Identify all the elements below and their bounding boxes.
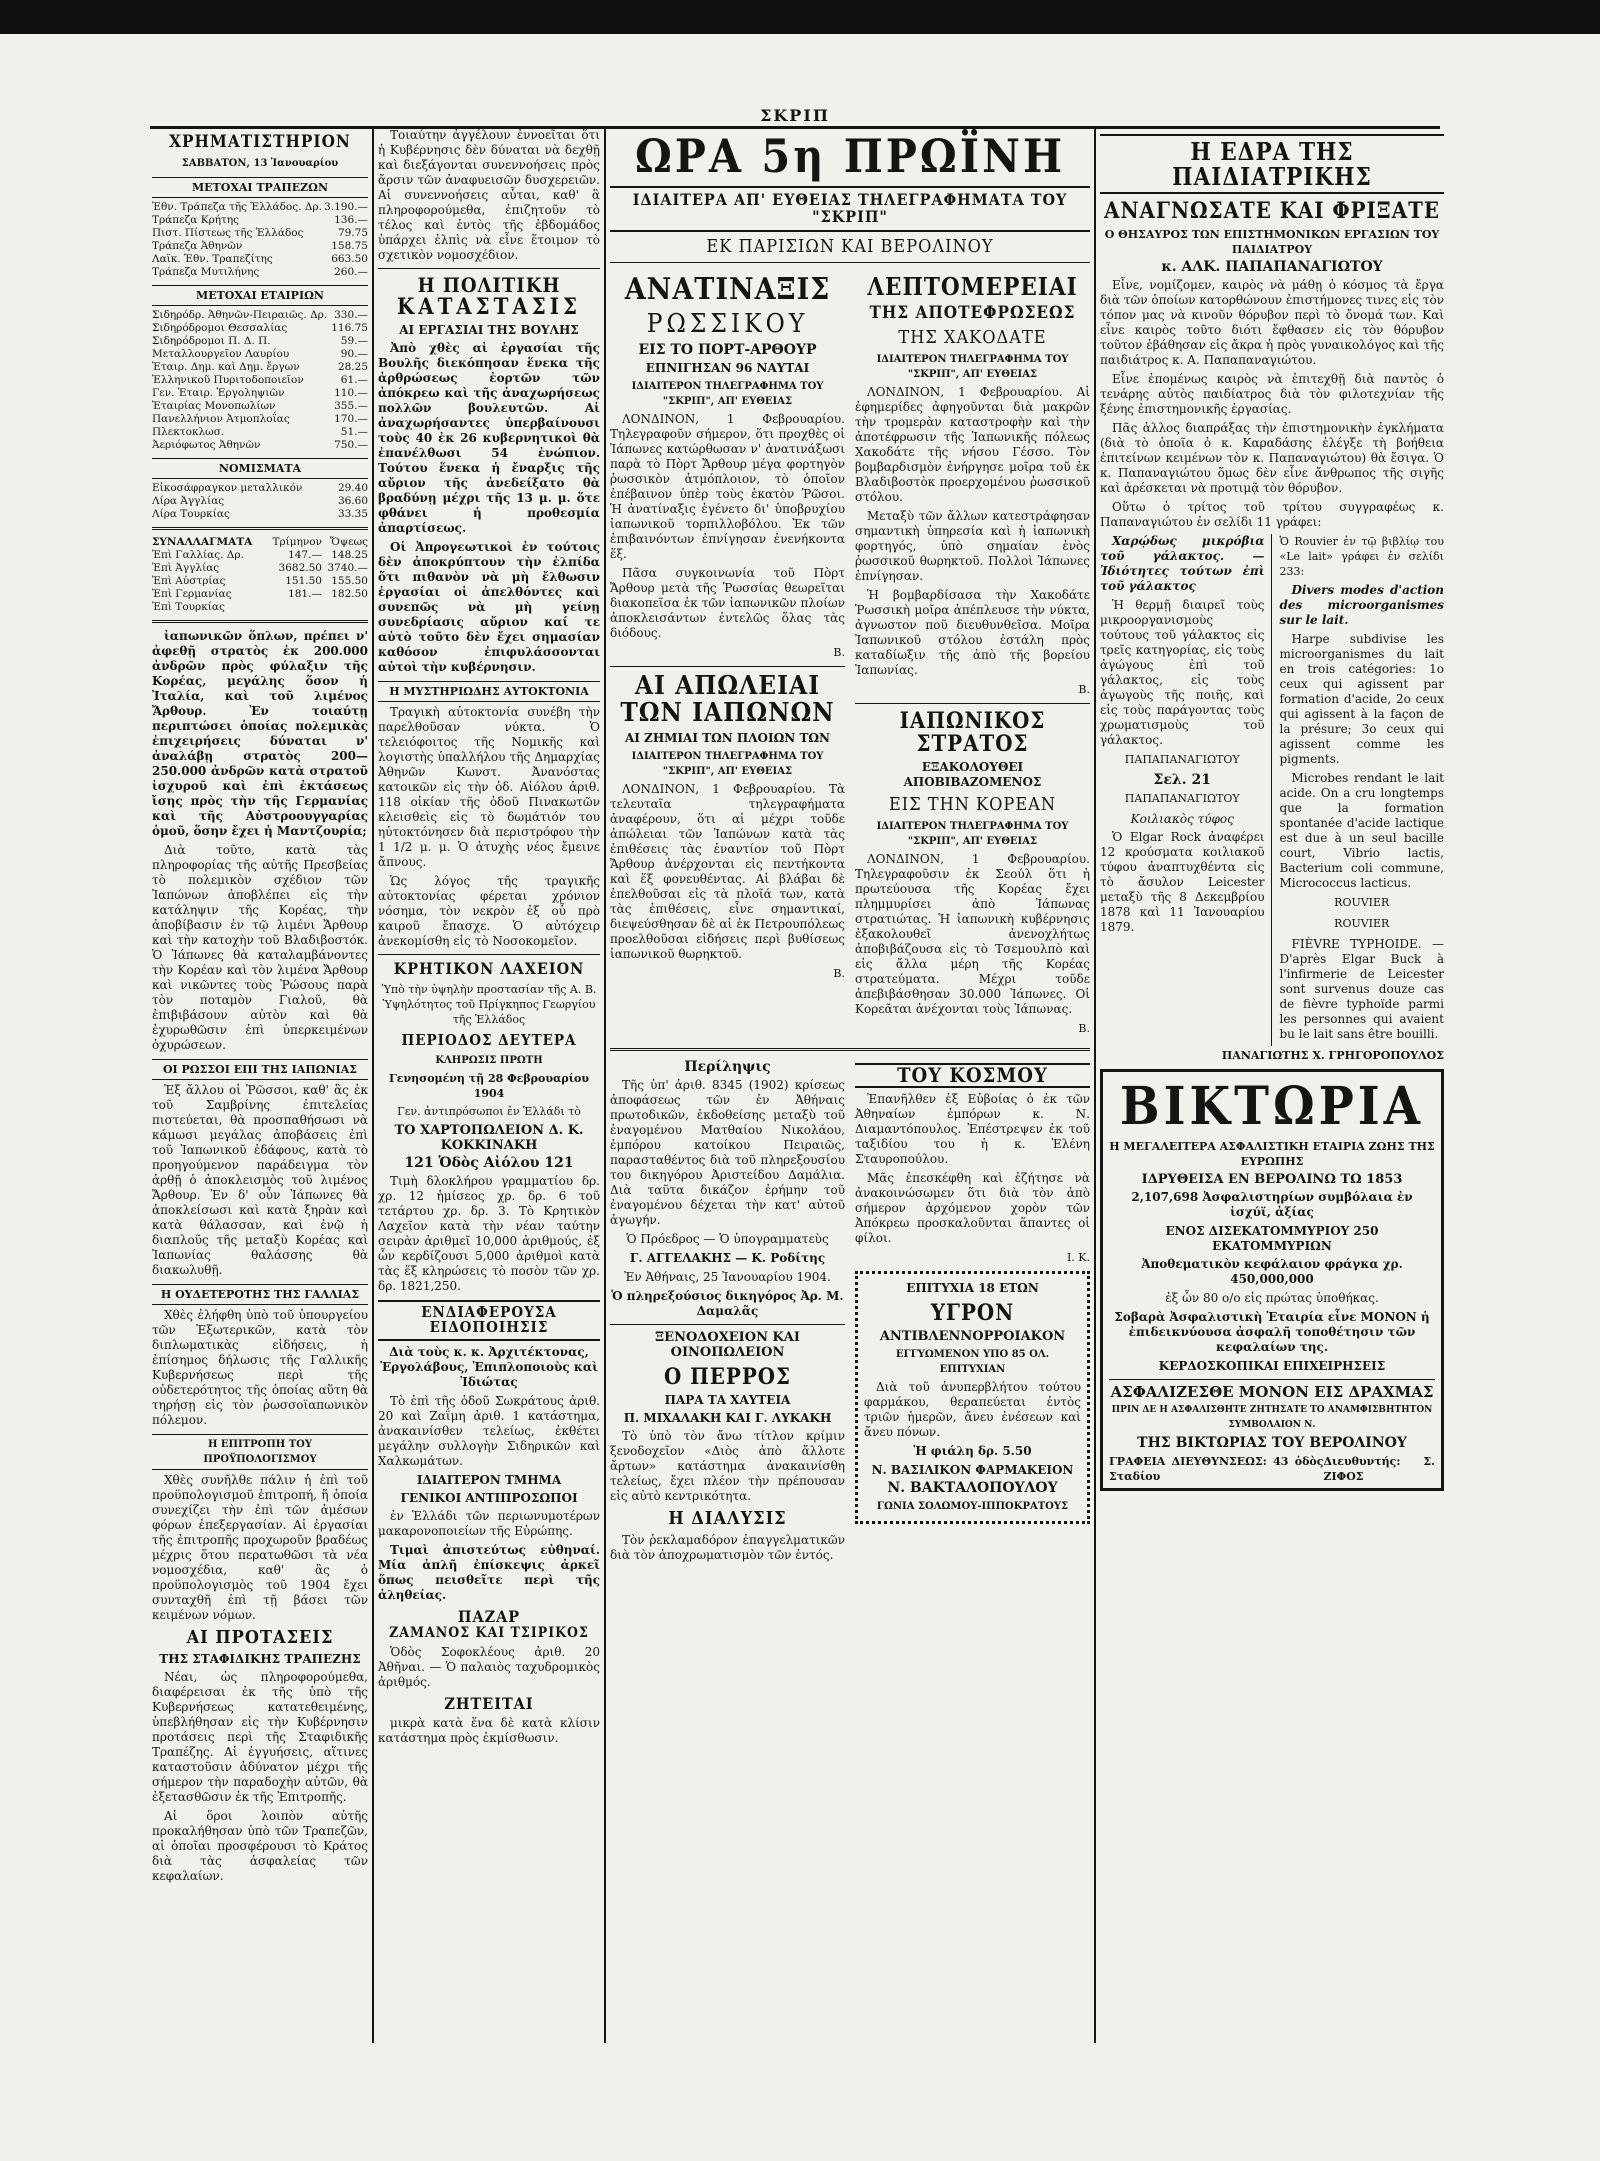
quote-author: ROUVIER [1334,896,1390,910]
signature: Β. [833,967,845,981]
lead-paragraph: ἰαπωνικῶν ὅπλων, πρέπει ν' ἀφεθῇ στρατὸς ἐκ 200.000 ἀνδρῶν πρὸς φύλαξιν τῆς Κορέας, μεγάλης ὅσον ἡ Ἰταλία, καὶ τοῦ λιμένος Ἄρθουρ. Ἐν τοιαύτῃ περιπτώσει ὁποίας πολεμικὰς ἐπιχειρήσεις δύναται ν' ἀναλάβῃ στρατὸς 200—250.000 ἀνδρῶν κατὰ στρατοῦ ἰσχυροῦ καὶ ἐπὶ ἐκτάσεως ἴσης πρὸς τὴν τῆς Γερμανίας καὶ τῆς Αὐστροουγγαρίας ὁμοῦ, ὅσην ἔχει ἡ Μαντζουρία; [152,628,368,838]
divider [855,703,1090,704]
bazaar-address: Ὁδὸς Σοφοκλέους ἀριθ. 20 Ἀθῆναι. — Ὁ παλαιὸς ταχυδρομικὸς ἀριθμός. [378,1644,600,1689]
article-paragraph: Τῆς ὑπ' ἀριθ. 8345 (1902) κρίσεως ἀποφάσεως τῶν ἐν Ἀθήναις πρωτοδικῶν, ἐκδοθείσης μεταξὺ τοῦ ἐναγομένου Ματθαίου Νικολάου, ἐμπόρου κατοίκου Πειραιῶς, παρασταθέντος διὰ τοῦ πληρεξουσίου του δικηγόρου Ἀριστείδου Δαμάλια. Διὰ ταῦτα δικάζον ἐρήμην τοῦ ἐναγομένου δέχεται τὴν κατ' αὐτοῦ ἀγωγήν. [610,1077,845,1227]
ad-pharmacy: Ν. ΒΑΣΙΛΙΚΟΝ ΦΑΡΜΑΚΕΙΟΝ [871,1462,1074,1477]
market-name: Τράπεζα Ἀθηνῶν [152,239,243,252]
market-name: Ἐπὶ Αὐστρίας [152,574,226,587]
society-and-ads [855,1057,1090,1567]
heading-bazaar: ΠΑΖΑΡ [457,1607,521,1627]
telegram-hakodate [855,268,1090,1042]
divider [378,268,600,269]
market-name: Λίρα Ἀγγλίας [152,494,225,507]
divider [1109,1379,1435,1380]
article-paragraph: Ἐξ ἄλλου οἱ Ῥῶσσοι, καθ' ἃς ἐκ τοῦ Σαμβρίνης ἐπιτελείας πιστεύεται, θὰ προσπαθήσωσι νὰ κάμωσι μεγάλας ἀποβάσεις ἐπὶ τοῦ Ἰαπωνικοῦ ἐδάφους, κατὰ τὸ προηγούμενον παράδειγμα τὸν ἀρθῇ ὁ ἀποκλεισμὸς τοῦ λιμένος Ἄρθουρ. Ἐν δ' οὖν Ἰάπωνες θὰ ἀποκλείσωσι καὶ κατὰ ξηρὰν καὶ κατὰ θάλασσαν, καὶ ἐνῷ ἡ διαπλοῦς τῆς μεταξὺ Κορέας καὶ Ἰαπωνίας θαλάσσης θὰ διακωλυθῇ. [152,1082,368,1277]
court-names: Γ. ΑΓΓΕΛΑΚΗΣ — Κ. Ροδίτης [629,1250,826,1265]
ad-guarantee: ΕΓΓΥΩΜΕΝΟΝ ΥΠΟ 85 ΟΛ. ΕΠΙΤΥΧΙΑΝ [895,1348,1050,1375]
market-row [152,413,368,426]
quote-text: FIÈVRE TYPHOIDE. — D'après Elgar Buck à l'infirmerie de Leicester sont survenus douze cas de fièvre typhoïde parmi les personnes qui avaient bu le lait sans être bouilli. [1279,937,1444,1042]
telegram-credit: ΙΔΙΑΙΤΕΡΟΝ ΤΗΛΕΓΡΑΦΗΜΑ ΤΟΥ "ΣΚΡΙΠ", ΑΠ' ΕΥΘΕΙΑΣ [876,820,1069,847]
market-value: 79.75 [337,226,368,239]
article-paragraph: Ἐπανῆλθεν ἐξ Εὐβοίας ὁ ἐκ τῶν Ἀθηναίων ἐμπόρων κ. Ν. Διαμαντόπουλος. Ἐπέστρεψεν ἐκ τοῦ ταξιδίου του ἡ κ. Ἐλένη Σταυροπούλου. [855,1091,1090,1166]
article-paragraph: Τὸ ἐπὶ τῆς ὁδοῦ Σωκράτους ἀριθ. 20 καὶ Ζαΐμη ἀριθ. 1 κατάστημα, ἀνακαινίσθεν τελείως, ἐκθέτει μεγάλην συλλογὴν Σιδηρικῶν καὶ Χαλκωμάτων. [378,1394,600,1469]
market-row [152,214,368,227]
market-row [152,495,368,508]
market-value: 28.25 [337,360,368,373]
article-paragraph: Εἶνε ἐπομένως καιρὸς νὰ ἐπιτεχθῇ διὰ παντὸς ὁ τενάρης αὐτὸς παιδίατρος διὰ τὸν φιλοτεχνίαν τῆς ξένης ἐπιστημονικῆς ἐργασίας. [1100,372,1444,417]
companies-table [152,309,368,452]
divider [610,262,1090,263]
heading-department: ΙΔΙΑΙΤΕΡΟΝ ΤΜΗΜΑ [416,1473,562,1488]
market-row [152,482,368,495]
notice-date: Ἐν Ἀθήναις, 25 Ἰανουαρίου 1904. [624,1269,831,1284]
market-row [152,549,368,562]
coins-table [152,482,368,521]
heading-stationery: ΤΟ ΧΑΡΤΟΠΩΛΕΙΟΝ Δ. Κ. ΚΟΚΚΙΝΑΚΗ [394,1122,584,1153]
heading-notice: ΕΝΔΙΑΦΕΡΟΥΣΑ ΕΙΔΟΠΟΙΗΣΙΣ [378,1300,600,1342]
scan-top-edge [0,0,1600,34]
heading-from: ΕΚ ΠΑΡΙΣΙΩΝ ΚΑΙ ΒΕΡΟΛΙΝΟΥ [706,235,994,257]
divider [378,954,600,955]
ad-office: ΓΡΑΦΕΙΑ ΔΙΕΥΘΥΝΣΕΩΣ: 43 ὁδὸς Σταδίου [1109,1455,1324,1484]
divider [152,620,368,623]
telegram-explosion [610,268,845,1042]
market-row [152,309,368,322]
market-name: Ἐπὶ Ἀγγλίας [152,561,220,574]
market-name: Ἑλληνικοῦ Πυριτοδοποιεῖον [152,373,304,386]
telegram-credit: ΙΔΙΑΙΤΕΡΟΝ ΤΗΛΕΓΡΑΦΗΜΑ ΤΟΥ "ΣΚΡΙΠ", ΑΠ' ΕΥΘΕΙΑΣ [631,751,824,778]
stationery-address: 121 Ὁδὸς Αἰόλου 121 [404,1154,574,1171]
market-value: 33.35 [337,507,368,520]
notice-lawyer: Ὁ πληρεξούσιος δικηγόρος Ἀρ. Μ. Δαμαλᾶς [611,1288,844,1318]
article-author: ΠΑΝΑΓΙΩΤΗΣ Χ. ΓΡΗΓΟΡΟΠΟΥΛΟΣ [1221,1049,1444,1063]
ad-director: Διευθυντής: Σ. ΖΙΦΟΣ [1323,1455,1435,1484]
ad-liquid: ΥΓΡΟΝ [930,1299,1015,1326]
market-row [152,253,368,266]
quote-text: Ἡ θερμῇ διαιρεῖ τοὺς μικροοργανισμοὺς τούτους τοῦ γάλακτος εἰς τρεῖς κατηγορίας, εἰς τοὺς ἀγώγους ἐπὶ τοῦ γάλακτος, εἰς τοὺς ἀγωγοὺς τῆς ποιῆς, καὶ εἰς τοὺς παράγοντας τοὺς χρωματισμοὺς τοῦ γάλακτος. [1100,598,1265,748]
legal-notices [610,1057,845,1567]
article-paragraph: ΛΟΝΔΙΝΟΝ, 1 Φεβρουαρίου. Τηλεγραφοῦσιν ἐκ Σεούλ ὅτι ἡ πρωτεύουσα τῆς Κορέας ἔχει πλημμυρίσει ἀπὸ Ἰάπωνας στρατιώτας. Ἡ ἰαπωνικὴ κυβέρνησις ἐξακολουθεῖ ἀνενοχλήτως ἀποβιβάζουσα εἰς τὸ Τσεμουλπὸ καὶ εἰς ἄλλα μέρη τῆς Κορέας στρατεύματα. Μέχρι τοῦδε ἀπεβιβάσθησαν 30.000 Ἰάπωνες. Οἱ Κορεᾶται ἀνέχονται τοὺς Ἰάπωνας. [855,851,1090,1016]
quote-intro: Ὁ Rouvier ἐν τῷ βιβλίῳ του «Le lait» γράφει ἐν σελίδι 233: [1279,535,1444,579]
column-market [152,128,368,2043]
ad-insure: ΑΣΦΑΛΙΖΕΣΘΕ ΜΟΝΟΝ ΕΙΣ ΔΡΑΧΜΑΣ [1110,1383,1434,1402]
quote-heading: Divers modes d'action des microorganismes sur le lait. [1279,583,1444,628]
heading-russian: ΡΩΣΣΙΚΟΥ [646,309,809,340]
heading-bazaar-names: ΖΑΜΑΝΟΣ ΚΑΙ ΤΣΙΡΙΚΟΣ [389,1624,589,1641]
heading-pediatrics: Η ΕΔΡΑ ΤΗΣ ΠΑΙΔΙΑΤΡΙΚΗΣ [1100,134,1444,194]
column-rule [604,128,606,2043]
market-value: 750.— [334,438,368,451]
greek-quote [1100,534,1272,1046]
quote-author: ΠΑΠΑΠΑΝΑΓΙΩΤΟΥ [1124,792,1240,806]
heading-doctor: κ. ΑΛΚ. ΠΑΠΑΠΑΝΑΓΙΩΤΟΥ [1161,259,1383,276]
telegram-credit: ΙΔΙΑΙΤΕΡΟΝ ΤΗΛΕΓΡΑΦΗΜΑ ΤΟΥ "ΣΚΡΙΠ", ΑΠ' ΕΥΘΕΙΑΣ [631,380,824,407]
market-row [152,266,368,279]
market-name: Ἐθν. Τράπεζα τῆς Ἑλλάδος. Δρ. [152,200,322,213]
article-paragraph: Πᾶσα συγκοινωνία τοῦ Πὸρτ Ἄρθουρ μετὰ τῆς Ῥωσσίας θεωρεῖται διακοπεῖσα ἐκ τῶν ἰαπωνικῶν πλοίων ἀποκλεισάντων ἐντελῶς ὅλας τὰς διόδους. [610,565,845,640]
heading-proposals-sub: ΤΗΣ ΣΤΑΦΙΔΙΚΗΣ ΤΡΑΠΕΖΗΣ [159,1651,361,1666]
exchange-date: ΣΑΒΒΑΤΟΝ, 13 Ἰανουαρίου [181,157,339,169]
ad-reserve: Ἀποθεματικὸν κεφάλαιον φράγκα χρ. 450,000,000 [1141,1257,1403,1287]
market-value: 182.50 [331,587,368,600]
market-name: Πιστ. Πίστεως τῆς Ἑλλάδος [152,226,304,239]
heading-world: ΤΟΥ ΚΟΣΜΟΥ [855,1063,1090,1088]
column-rule [372,128,374,2043]
heading-japanese: ΤΩΝ ΙΑΠΩΝΩΝ [620,697,835,728]
ad-pharmacist: Ν. ΒΑΚΤΑΛΟΠΟΥΛΟΥ [887,1479,1058,1496]
telegram-credit: ΙΔΙΑΙΤΕΡΟΝ ΤΗΛΕΓΡΑΦΗΜΑ ΤΟΥ "ΣΚΡΙΠ", ΑΠ' ΕΥΘΕΙΑΣ [876,353,1069,380]
exchange-title: ΧΡΗΜΑΤΙΣΤΗΡΙΟΝ [169,132,351,152]
fx-table [152,536,368,614]
column-politics [378,128,600,2043]
heading-korea: ΕΙΣ ΤΗΝ ΚΟΡΕΑΝ [888,793,1057,815]
banks-title: ΜΕΤΟΧΑΙ ΤΡΑΠΕΖΩΝ [152,177,368,198]
article-paragraph: Μᾶς ἐπεσκέφθη καὶ ἐζήτησε νὰ ἀνακοινώσωμεν ὅτι διὰ τὸν ἀπὸ σήμερον ἀρχόμενον χορὸν τῶν Ἀπόκρεω προσκαλοῦνται ἅπαντες οἱ φίλοι. [855,1170,1090,1245]
ad-product: ΑΝΤΙΒΛΕΝΝΟΡΡΟΙΑΚΟΝ [879,1328,1066,1344]
market-value: 3682.50 [278,561,322,574]
article-paragraph: μικρὰ κατὰ ἕνα δὲ κατὰ κλίσιν κατάστημα πρὸς ἐκμίσθωσιν. [378,1716,600,1746]
heading-neutrality: Η ΟΥΔΕΤΕΡΟΤΗΣ ΤΗΣ ΓΑΛΛΙΑΣ [152,1284,368,1305]
market-row [152,508,368,521]
article-paragraph: Χθὲς ἐλήφθη ὑπὸ τοῦ ὑπουργείου τῶν Ἐξωτερικῶν, κατὰ τὸν διπλωματικὰς εἰδήσεις, ἡ ἐπίσημος δήλωσις τῆς Γαλλικῆς Κυβερνήσεως περὶ τῆς οὐδετερότητος τῆς ὁποίας αὕτη θὰ τηρήσῃ εἰς τὸν ῥωσσοϊαπωνικὸν πόλεμον. [152,1307,368,1427]
masthead-title: ΣΚΡΙΠ [746,106,844,125]
article-paragraph: Ἡ βομβαρδίσασα τὴν Χακοδάτε Ῥωσσικὴ μοῖρα ἀπέπλευσε τὴν νύκτα, ἀγνωστον ποῦ διευθυνθεῖσα. Μοῖρα Ἰαπωνικοῦ στόλου ἐστάλη πρὸς καταδίωξιν τῆς ἀπὸ τῆς βορείου Ἰαπωνίας. [855,587,1090,677]
market-name: Τράπεζα Κρήτης [152,213,240,226]
market-value: 110.— [334,386,368,399]
ad-success: ΕΠΙΤΥΧΙΑ 18 ΕΤΩΝ [906,1280,1039,1295]
article-paragraph: Τοιαύτην ἀγγέλουν ἐννοεῖται ὅτι ἡ Κυβέρνησις δὲν δύναται νὰ δεχθῇ καὶ διεξάγονται συνεννοήσεις πρὸς ἄρσιν τῶν ἀναφυεισῶν δυσχερειῶν. Αἱ συνεννοήσεις αὗται, καθ' ἃ πληροφορούμεθα, ἐπιζητοῦν τὸ τέλος καὶ ἐντὸς τῆς ἑβδομάδος ὑπάρχει ἐλπὶς νὰ εἶνε ἕτοιμον τὸ σχετικὸν νομοσχέδιον. [378,128,600,262]
quote-topic: Κοιλιακὸς τύφος [1130,812,1234,827]
market-row [152,322,368,335]
quote-author: ROUVIER [1334,917,1390,931]
market-row [152,439,368,452]
heading-hotel: ΞΕΝΟΔΟΧΕΙΟΝ ΚΑΙ ΟΙΝΟΠΩΛΕΙΟΝ [655,1329,800,1360]
heading-burning: ΤΗΣ ΑΠΟΤΕΦΡΩΣΕΩΣ [869,302,1076,323]
market-name: Ἐπὶ Γερμανίας [152,587,232,600]
market-value: 158.75 [331,239,368,252]
article-paragraph: Μεταξὺ τῶν ἄλλων κατεστράφησαν σημαντικὴ ὑπηρεσία καὶ ἡ ἰαπωνικὴ φορτηγός, ὑπὸ σημαίαν ἑνὸς ῥωσσικοῦ θωρηκτοῦ. Πολλοὶ Ἰάπωνες ἐπνίγησαν. [855,508,1090,583]
heading-period: ΠΕΡΙΟΔΟΣ ΔΕΥΤΕΡΑ [401,1030,577,1049]
market-value: 51.— [340,425,368,438]
court-signatures: Ὁ Πρόεδρος — Ὁ ὑπογραμματεὺς [626,1231,829,1246]
heading-hotel-name: Ο ΠΕΡΡΟΣ [664,1363,791,1390]
market-row [152,601,368,614]
ad-price: Ἡ φιάλη δρ. 5.50 [913,1443,1032,1458]
signature: Ι. Κ. [1066,1250,1090,1264]
heading-politics: Η ΠΟΛΙΤΙΚΗ [417,273,561,297]
lottery-patron: Ὑπὸ τὴν ὑψηλὴν προστασίαν τῆς Α. Β. Ὑψηλότητος τοῦ Πρίγκηπος Γεωργίου τῆς Ἑλλάδος [381,982,597,1026]
quote-author: ΠΑΠΑΠΑΝΑΓΙΩΤΟΥ [1124,753,1240,767]
quote-text: Harpe subdivise les microorganismes du lait en trois catégories: 1o ceux qui agissent par formation d'acide, 2o ceux qui agissent à la façon de la présure; 3o ceux qui agissent comme les pigments. [1279,632,1444,767]
notice-audience: Διὰ τοὺς κ. κ. Ἀρχιτέκτονας, Ἐργολάβους, Ἐπιπλοποιοὺς καὶ Ἰδιώτας [380,1345,598,1390]
ad-serious: Σοβαρὰ Ἀσφαλιστικὴ Ἑταιρία εἶνε ΜΟΝΟΝ ἡ ἐπιδεικνύουσα ἀσφαλῆ τοποθέτησιν τῶν κεφαλαίων της. [1114,1310,1430,1355]
market-value: 136.— [334,213,368,226]
market-value: 170.— [334,412,368,425]
heading-army: ΙΑΠΩΝΙΚΟΣ ΣΤΡΑΤΟΣ [899,707,1046,757]
article-paragraph: Τὸν ῥεκλαμαδόρον ἐπαγγελματικῶν διὰ τὸν ἀποχρωματισμὸν τῶν ἐντός. [610,1532,845,1562]
fx-col-a: Τρίμηνον [272,535,322,548]
market-name: Λίρα Τουρκίας [152,507,230,520]
market-row [152,588,368,601]
coins-title: ΝΟΜΙΣΜΑΤΑ [152,458,368,479]
market-value: 148.25 [331,548,368,561]
heading-explosion: ΑΝΑΤΙΝΑΞΙΣ [624,271,831,307]
divider [610,1048,1090,1051]
heading-committee: Η ΕΠΙΤΡΟΠΗ ΤΟΥ ΠΡΟΫΠΟΛΟΓΙΣΜΟΥ [152,1434,368,1470]
market-row [152,361,368,374]
heading-hour: ΩΡΑ 5η ΠΡΩΪΝΗ [634,129,1066,183]
ad-mortgage: ἐξ ὧν 80 ο/ο εἰς πρώτας ὑποθήκας. [1165,1291,1379,1306]
companies-title: ΜΕΤΟΧΑΙ ΕΤΑΙΡΙΩΝ [152,285,368,306]
column-telegrams [610,128,1090,2043]
market-name: Τράπεζα Μυτιλήνης [152,265,260,278]
market-value [266,601,322,614]
hotel-owners: Π. ΜΙΧΑΛΑΚΗ ΚΑΙ Γ. ΛΥΚΑΚΗ [623,1410,832,1425]
market-value: 151.50 [285,574,322,587]
heading-treasure: Ο ΘΗΣΑΥΡΟΣ ΤΩΝ ΕΠΙΣΤΗΜΟΝΙΚΩΝ ΕΡΓΑΣΙΩΝ ΤΟΥ ΠΑΙΔΙΑΤΡΟΥ [1104,228,1440,257]
draw-first: ΚΛΗΡΩΣΙΣ ΠΡΩΤΗ [435,1054,543,1066]
ad-text: Διὰ τοῦ ἀνυπερβλήτου τούτου φαρμάκου, θεραπεύεται ἐντὸς τριῶν ἡμερῶν, ἄνευ ἐνέσεων καὶ ἄνευ πόνων. [864,1379,1081,1439]
article-paragraph: ΛΟΝΔΙΝΟΝ, 1 Φεβρουαρίου. Τηλεγραφοῦν σήμερον, ὅτι προχθὲς οἱ Ἰάπωνες κατώρθωσαν ν' ἀνατινάξωσι παρὰ τὸ Πὸρτ Ἄρθουρ μέγα φορτηγὸν ῥωσσικὸν ἀτμόπλοιον, τὸ ὁποῖον ἐπέβαινον ὑπὲρ τοὺς ἑκατὸν Ῥῶσοι. Ἡ ἀνατίναξις ἐγένετο δι' ὑποβρυχίου ἰαπωνικοῦ τορπιλλοβόλου. Ἐκ τῶν ἐπιβαινόντων ἐπνίγησαν ἐνενήκοντα ἕξ. [610,411,845,561]
quote-heading: Χαρῴδως μικρόβια τοῦ γάλακτος. — Ἰδιότητες τούτων ἐπὶ τοῦ γάλακτος [1100,534,1265,594]
heading-dissolution: Η ΔΙΑΛΥΣΙΣ [668,1507,787,1529]
market-row [152,227,368,240]
market-value: 355.— [334,399,368,412]
heading-situation: ΚΑΤΑΣΤΑΣΙΣ [397,294,581,320]
market-value: 90.— [340,347,368,360]
market-name: Εἰκοσάφραγκον μεταλλικόν [152,481,303,494]
signature: Β. [833,645,845,659]
ad-speculative: ΚΕΡΔΟΣΚΟΠΙΚΑΙ ΕΠΙΧΕΙΡΗΣΕΙΣ [1158,1359,1386,1374]
market-value: 147.— [288,548,322,561]
market-name: Ἐπὶ Τουρκίας [152,600,225,613]
heading-telegrams: ΙΔΙΑΙΤΕΡΑ ΑΠ' ΕΥΘΕΙΑΣ ΤΗΛΕΓΡΑΦΗΜΑΤΑ ΤΟΥ "ΣΚΡΙΠ" [610,186,1090,232]
banks-table [152,201,368,279]
market-value: 61.— [340,373,368,386]
market-value: 181.— [288,587,322,600]
column-rule [1094,128,1096,2043]
market-row [152,575,368,588]
ad-corner: ΓΩΝΙΑ ΣΟΛΩΜΟΥ-ΙΠΠΟΚΡΑΤΟΥΣ [876,1500,1069,1512]
market-name: Ἑταιρ. Δημ. καὶ Δημ. ἔργων [152,360,300,373]
heading-summary: Περίληψις [684,1058,771,1075]
medicine-ad [855,1271,1090,1524]
article-paragraph: ἐν Ἑλλάδι τῶν περιωνυμοτέρων μακαρονοποιείων τῆς Εὐρώπης. [378,1509,600,1539]
article-paragraph: Διὰ τοῦτο, κατὰ τὰς πληροφορίας τῆς αὐτῆς Πρεσβείας τὸ πολεμικὸν σχέδιον τῶν Ἰαπώνων ἀποβλέπει εἰς τὴν κατάληψιν τῆς Κορέας, τὴν ἀποβίβασιν ἐν τῷ λιμένι Ἄρθουρ καὶ τὴν κατοχὴν τοῦ Βλαδιβοστόκ. Ὁ Ἰάπωνες θὰ καταλαμβάνοντες τὴν Κορέαν καὶ τὸν λιμένα Ἄρθουρ καὶ νικῶντες τοὺς Ῥώσους παρὰ τὸν ποταμὸν Γιαλοῦ, θὰ ἐπιβιβάσουν αὐτὸν καὶ θὰ ἐχυρωθῶσιν ἐπὶ ὑπερκειμένων ὀχυρώσεων. [152,842,368,1052]
ad-founded: ΙΔΡΥΘΕΙΣΑ ΕΝ ΒΕΡΟΛΙΝΩ ΤΩ 1853 [1141,1172,1403,1188]
article-paragraph: Οἱ Ἀπρογεωτικοὶ ἐν τούτοις δὲν ἀποκρύπτουν τὴν ἐλπίδα ὅτι πιθανὸν νὰ μὴ ἔλθωσιν ἐργασίαι οἱ ἀπελθόντες καὶ συνεπῶς νὰ μὴ γείνῃ συνεδρίασις αὔριον καί τε αὐτὸ τοῦτο δὲν ἔχει σημασίαν καθόσον ἐπιφυλάσσονται αὐτοὶ τὴν κυβέρνησιν. [378,540,600,675]
heading-drowned: ΕΠΝΙΓΗΣΑΝ 96 ΝΑΥΤΑΙ [645,360,810,375]
market-name: Ἐπὶ Γαλλίας. Δρ. [152,548,244,561]
heading-parliament: ΑΙ ΕΡΓΑΣΙΑΙ ΤΗΣ ΒΟΥΛΗΣ [399,323,579,338]
prices-note: Τιμαὶ ἀπιστεύτως εὐθηναί. Μία ἀπλῆ ἐπίσκεψις ἀρκεῖ ὅπως πεισθεῖτε περὶ τῆς ἀληθείας. [378,1543,600,1603]
article-paragraph: Νέαι, ὡς πληροφορούμεθα, διαφέρεισαι ἐκ τῆς ὑπὸ τῆς Κυβερνήσεως κατατεθειμένης, ὑπεβλήθησαν εἰς τὴν Κυβέρνησιν προτάσεις περὶ τῆς Σταφιδικῆς Τραπέζης. Αἱ ἐγγυήσεις, αἵτινες καταστοῦσιν ἀδύνατον μέχρι τῆς σήμερον τὴν παραδοχὴν αὐτῶν, θὰ ἐξετασθῶσιν ἐκ τῆς Ἐπιτροπῆς. [152,1669,368,1804]
article-paragraph: Ἀπὸ χθὲς αἱ ἐργασίαι τῆς Βουλῆς διεκόπησαν ἕνεκα τῆς ἀρθρώσεως ἐορτῶν τῶν ἀπόκρεω καὶ τῆς ἀναχωρήσεως πολλῶν βουλευτῶν. Αἱ ἀναχωρήσαντες ὑπερβαίνουσι τοὺς 40 ἐκ 26 κυβερνητικοὶ θὰ ἐπανέλθωσι 54 ἐνώπιον. Τούτου ἕνεκα ἡ ἔναρξις τῆς αὔριον τῆς ἀνεδείξατο θὰ βραδύνῃ μέχρι τῆς 13 μ. μ. ὅτε φθάνει ἡ προθεσμία ἀπαρτίσεως. [378,341,600,536]
article-paragraph: Ὡς λόγος τῆς τραγικῆς αὐτοκτονίας φέρεται χρόνιον νόσημα, τὸν νεκρὸν ἐξ οὗ πρὸ καιροῦ ἔπασχε. Ὁ αὐτόχειρ ἀνεκομίσθη εἰς τὸ Νοσοκομεῖον. [378,874,600,949]
article-paragraph: Τραγικὴ αὐτοκτονία συνέβη τὴν παρελθοῦσαν νύκτα. Ὁ τελειόφοιτος τῆς Νομικῆς καὶ λογιστὴς ὑπαλλήλου τῆς Δημαρχίας Ἀθηνῶν Κωνστ. Ἀνανόστας κατοικῶν εἰς τὴν ὁδ. Αἰόλου ἀριθ. 118 οἰκίαν τῆς ὁδοῦ Πινακωτῶν κλεισθεὶς εἰς τὸ δωμάτιόν του ηὐτοκτόνησεν διὰ περιστρόφου τὴν 1 1/2 μ. μ. Ὁ ἀτυχὴς νέος ἔμεινε ἄπνους. [378,705,600,870]
article-paragraph: Οὕτω ὁ τρίτος τοῦ τρίτου συγγραφέως κ. Παπαναγιώτου ἐν σελίδι 11 γράφει: [1100,500,1444,530]
fx-col-b: Ὄψεως [330,535,368,548]
heading-disembarking: ΕΞΑΚΟΛΟΥΘΕΙ ΑΠΟΒΙΒΑΖΟΜΕΝΟΣ [903,759,1042,789]
heading-details: ΛΕΠΤΟΜΕΡΕΙΑΙ [867,271,1078,301]
market-name: Λαϊκ. Ἐθν. Τραπεζίτης [152,252,273,265]
heading-hakodate: ΤΗΣ ΧΑΚΟΔΑΤΕ [898,326,1047,348]
market-value: 663.50 [331,252,368,265]
article-paragraph: Χθὲς συνῆλθε πάλιν ἡ ἐπὶ τοῦ προϋπολογισμοῦ ἐπιτροπή, ἥ ὁποία συνεχίζει τὴν ἐπὶ τῶν ἀμέσων φόρων ἐπεξεργασίαν. Αἱ ἐργασίαι τῆς ἐπιτροπῆς προχωροῦν βραδέως μέχρις ὅτου περατωθῶσι τὰ νέα νομοσχέδια, καθ' ἃς ὁ προϋπολογισμὸς τοῦ 1904 ἔχει συνταχθῆ ἐπὶ τῇ βάσει τῶν κειμένων νόμων. [152,1472,368,1622]
market-value: 3740.— [327,561,368,574]
market-name: Πανελλήνιον Ἀτμοπλοΐας [152,412,290,425]
market-value: 116.75 [331,321,368,334]
market-row [152,240,368,253]
market-name: Γεν. Ἑταιρ. Ἐργοληψιῶν [152,386,285,399]
divider [152,527,368,530]
article-paragraph: Εἶνε, νομίζομεν, καιρὸς νὰ μάθῃ ὁ κόσμος τὰ ἔργα διὰ τῶν ὁποίων κατορθώνουν ἐπιστήμονες τινες εἰς τὸν τόπον μας νὰ κινοῦν θόρυβον περὶ τὸ ὄνομά των. Καὶ εἶνε καιρὸς τοῦτο διότι ἔφθασεν εἰς τὸν θόρυβον τοῦτον ἐβάθησαν εἰς ἄκρα ἡ πρὸς γυναικολόγος καὶ τῆς παιδιάτρος κ. Α. Παπαπαναγιώτου. [1100,278,1444,368]
market-value: 155.50 [331,574,368,587]
heading-agents: ΓΕΝΙΚΟΙ ΑΝΤΙΠΡΟΣΩΠΟΙ [400,1491,578,1506]
market-name: Σιδηρόδρομοι Θεσσαλίας [152,321,288,334]
heading-suicide: Η ΜΥΣΤΗΡΙΩΔΗΣ ΑΥΤΟΚΤΟΝΙΑ [378,681,600,702]
market-name: Ἀεριόφωτος Ἀθηνῶν [152,438,261,451]
heading-proposals: ΑΙ ΠΡΟΤΑΣΕΙΣ [186,1626,334,1648]
heading-ship-damage: ΑΙ ΖΗΜΙΑΙ ΤΩΝ ΠΛΟΙΩΝ ΤΩΝ [624,731,831,746]
article-paragraph: ΛΟΝΔΙΝΟΝ, 1 Φεβρουαρίου. Αἱ ἐφημερίδες ἀφηγοῦνται διὰ μακρῶν τὴν τρομερὰν καταστροφὴν καὶ τὴν ἀποτέφρωσιν τῆς Ἰαπωνικῆς πόλεως Χακοδάτε τῆς νήσου Γέσσο. Τὸν βομβαρδισμὸν ἐνήργησε μοῖρα τοῦ ἐκ Βλαδιβοστὸκ προερχομένου ῥωσσικοῦ στόλου. [855,384,1090,504]
market-name: Σιδηρόδρομοι Π. Δ. Π. [152,334,271,347]
quote-text: Ὁ Elgar Rock ἀναφέρει 12 κρούσματα κοιλιακοῦ τύφου ἀναπτυχθέντα εἰς τὸ ἄσυλον Leicester μεταξὺ τῆς 8 Δεκεμβρίου 1878 καὶ 11 Ἰανουαρίου 1879. [1100,830,1265,935]
victoria-ad [1100,1069,1444,1491]
market-value: 59.— [340,334,368,347]
column-pediatrics [1100,128,1444,2043]
market-name: Μεταλλουργεῖον Λαυρίου [152,347,290,360]
masthead [150,104,1440,129]
divider [610,666,845,667]
heading-losses: ΑΙ ΑΠΩΛΕΙΑΙ [634,670,821,701]
market-row [152,374,368,387]
ad-brand: ΒΙΚΤΩΡΙΑ [1120,1076,1424,1138]
draw-date: Γενησομένη τῇ 28 Φεβρουαρίου 1904 [388,1071,590,1100]
market-row [152,335,368,348]
heading-read: ΑΝΑΓΝΩΣΑΤΕ ΚΑΙ ΦΡΙΞΑΤΕ [1104,198,1440,225]
ad-footer [1109,1454,1435,1484]
french-quote [1280,534,1445,1046]
divider [610,1324,845,1325]
heading-port-arthur: ΕΙΣ ΤΟ ΠΟΡΤ-ΑΡΘΟΥΡ [638,341,817,358]
market-row [152,387,368,400]
ad-contract: ΠΡΙΝ ΔΕ Η ΑΣΦΑΛΙΣΘΗΤΕ ΖΗΤΗΣΑΤΕ ΤΟ ΑΝΑΜΦΙΣΒΗΤΗΤΟΝ ΣΥΜΒΟΛΑΙΟΝ Ν. [1111,1405,1433,1431]
market-row [152,348,368,361]
ad-company: ΤΗΣ ΒΙΚΤΩΡΙΑΣ ΤΟΥ ΒΕΡΟΛΙΝΟΥ [1137,1435,1407,1452]
signature: Β. [1078,1021,1090,1035]
article-paragraph: Τὸ ὑπὸ τὸν ἄνω τίτλον κρίμιν ξενοδοχεῖον «Διὸς ἀπὸ ἄλλοτε ἄρτων» κατάστημα ἀνακαινίσθη τελείως, ἔχει πλέον τὴν πρέπουσαν εἰς αὐτὸ κεντρικότητα. [610,1428,845,1503]
market-name: Πλεκτοκλωσ. [152,425,225,438]
market-value: 330.— [334,308,368,321]
heading-russians: ΟΙ ΡΩΣΣΟΙ ΕΠΙ ΤΗΣ ΙΑΠΩΝΙΑΣ [152,1059,368,1080]
ad-tagline: Η ΜΕΓΑΛΕΙΤΕΡΑ ΑΣΦΑΛΙΣΤΙΚΗ ΕΤΑΙΡΙΑ ΖΩΗΣ ΤΗΣ ΕΥΡΩΠΗΣ [1109,1140,1435,1169]
draw-info: Γεν. ἀντιπρόσωποι ἐν Ἑλλάδι τὸ [397,1104,581,1118]
article-paragraph: Πᾶς ἀλλος διαπράξας τὴν ἐπιστημονικὴν ἐγκλήματα (διὰ τὸ ὁποῖα ὁ κ. Καραδάσης ἐλέγξε τὴ βοήθεια ἐπιτείνων κειμένων τὸν κ. Παπαναγιώτου) θὰ ἔσιγα. Ὁ κ. Παπαναγιώτου ὅμως δὲν εἶνε ἄνθρωπος τῆς σιγῆς καὶ ἀρέσκεται νὰ προτιμᾷ τὸν θόρυβον. [1100,421,1444,496]
market-value: 3.190.— [324,200,368,213]
market-row [152,201,368,214]
market-value: 260.— [334,265,368,278]
market-value [322,601,368,614]
market-name: Ἑταιρίας Μονοπωλίων [152,399,276,412]
market-row [152,400,368,413]
article-paragraph: ΛΟΝΔΙΝΟΝ, 1 Φεβρουαρίου. Τὰ τελευταῖα τηλεγραφήματα ἀναφέρουν, ὅτι αἱ μέχρι τοῦδε ἀπώλειαι τῶν Ἰαπώνων κατὰ τὰς ἐπιθέσεις τὰς ἐναντίον τοῦ Πὸρτ Ἄρθουρ ἀνέρχονται εἰς πεντήκοντα καὶ ἕξ φονευθέντας. Αἱ βλάβαι δὲ ἐπελθοῦσαι εἰς τὰ πλοῖά των, κατὰ τὰς ἐπιθέσεις, εἶνε σημαντικαί, διεψεύσθησαν δὲ αἱ ἐκ Πετρουπόλεως προελθοῦσαι εἰδήσεις περὶ βυθίσεως ἰαπωνικοῦ θωρηκτοῦ. [610,782,845,962]
hotel-location: ΠΑΡΑ ΤΑ ΧΑΥΤΕΙΑ [664,1392,791,1407]
market-value: 36.60 [337,494,368,507]
page-ref: Σελ. 21 [1153,772,1211,789]
article-paragraph: Αἱ ὅροι λοιπὸν αὐτῆς προκαλήθησαν ὑπὸ τῶν Τραπεζῶν, αἱ ὁποῖαι προσφέρουσι τὸ Κράτος διὰ τὰς ἀσφαλείας τῶν κεφαλαίων. [152,1808,368,1883]
quote-text: Microbes rendant le lait acide. On a cru longtemps que la formation spontanée d'acide lactique est due à un seul bacille court, Vibrio lactis, Bacterium coli commune, Micrococcus lacticus. [1279,771,1444,891]
signature: Β. [1078,682,1090,696]
market-row [152,426,368,439]
ad-sum: ΕΝΟΣ ΔΙΣΕΚΑΤΟΜΜΥΡΙΟΥ 250 ΕΚΑΤΟΜΜΥΡΙΩΝ [1165,1224,1379,1254]
market-name: Σιδηρόδρ. Ἀθηνῶν-Πειραιῶς. Δρ. [152,308,328,321]
heading-wanted: ΖΗΤΕΙΤΑΙ [444,1693,534,1713]
market-value: 29.40 [337,481,368,494]
heading-cretan-lottery: ΚΡΗΤΙΚΟΝ ΛΑΧΕΙΟΝ [393,959,585,979]
market-row [152,562,368,575]
article-paragraph: Τιμὴ δλοκλήρου γραμματίου δρ. χρ. 12 ἡμίσεος χρ. δρ. 6 τοῦ τετάρτου χρ. δρ. 3. Τὸ Κρητικὸν Λαχεῖον κατὰ τὴν νέαν ταύτην σειρὰν ἀριθμεῖ 10,000 ἀριθμούς, ἐξ ὧν κερδίζουσι 5,000 ἀριθμοὶ κατὰ τὰς ἕξ κληρώσεις τὸ ποσὸν τῶν χρ. δρ. 1821,250. [378,1173,600,1293]
fx-title: ΣΥΝΑΛΛΑΓΜΑΤΑ [152,535,253,548]
ad-policies: 2,107,698 Ἀσφαλιστηρίων συμβόλαια ἐν ἰσχύϊ, ἀξίας [1131,1190,1413,1220]
